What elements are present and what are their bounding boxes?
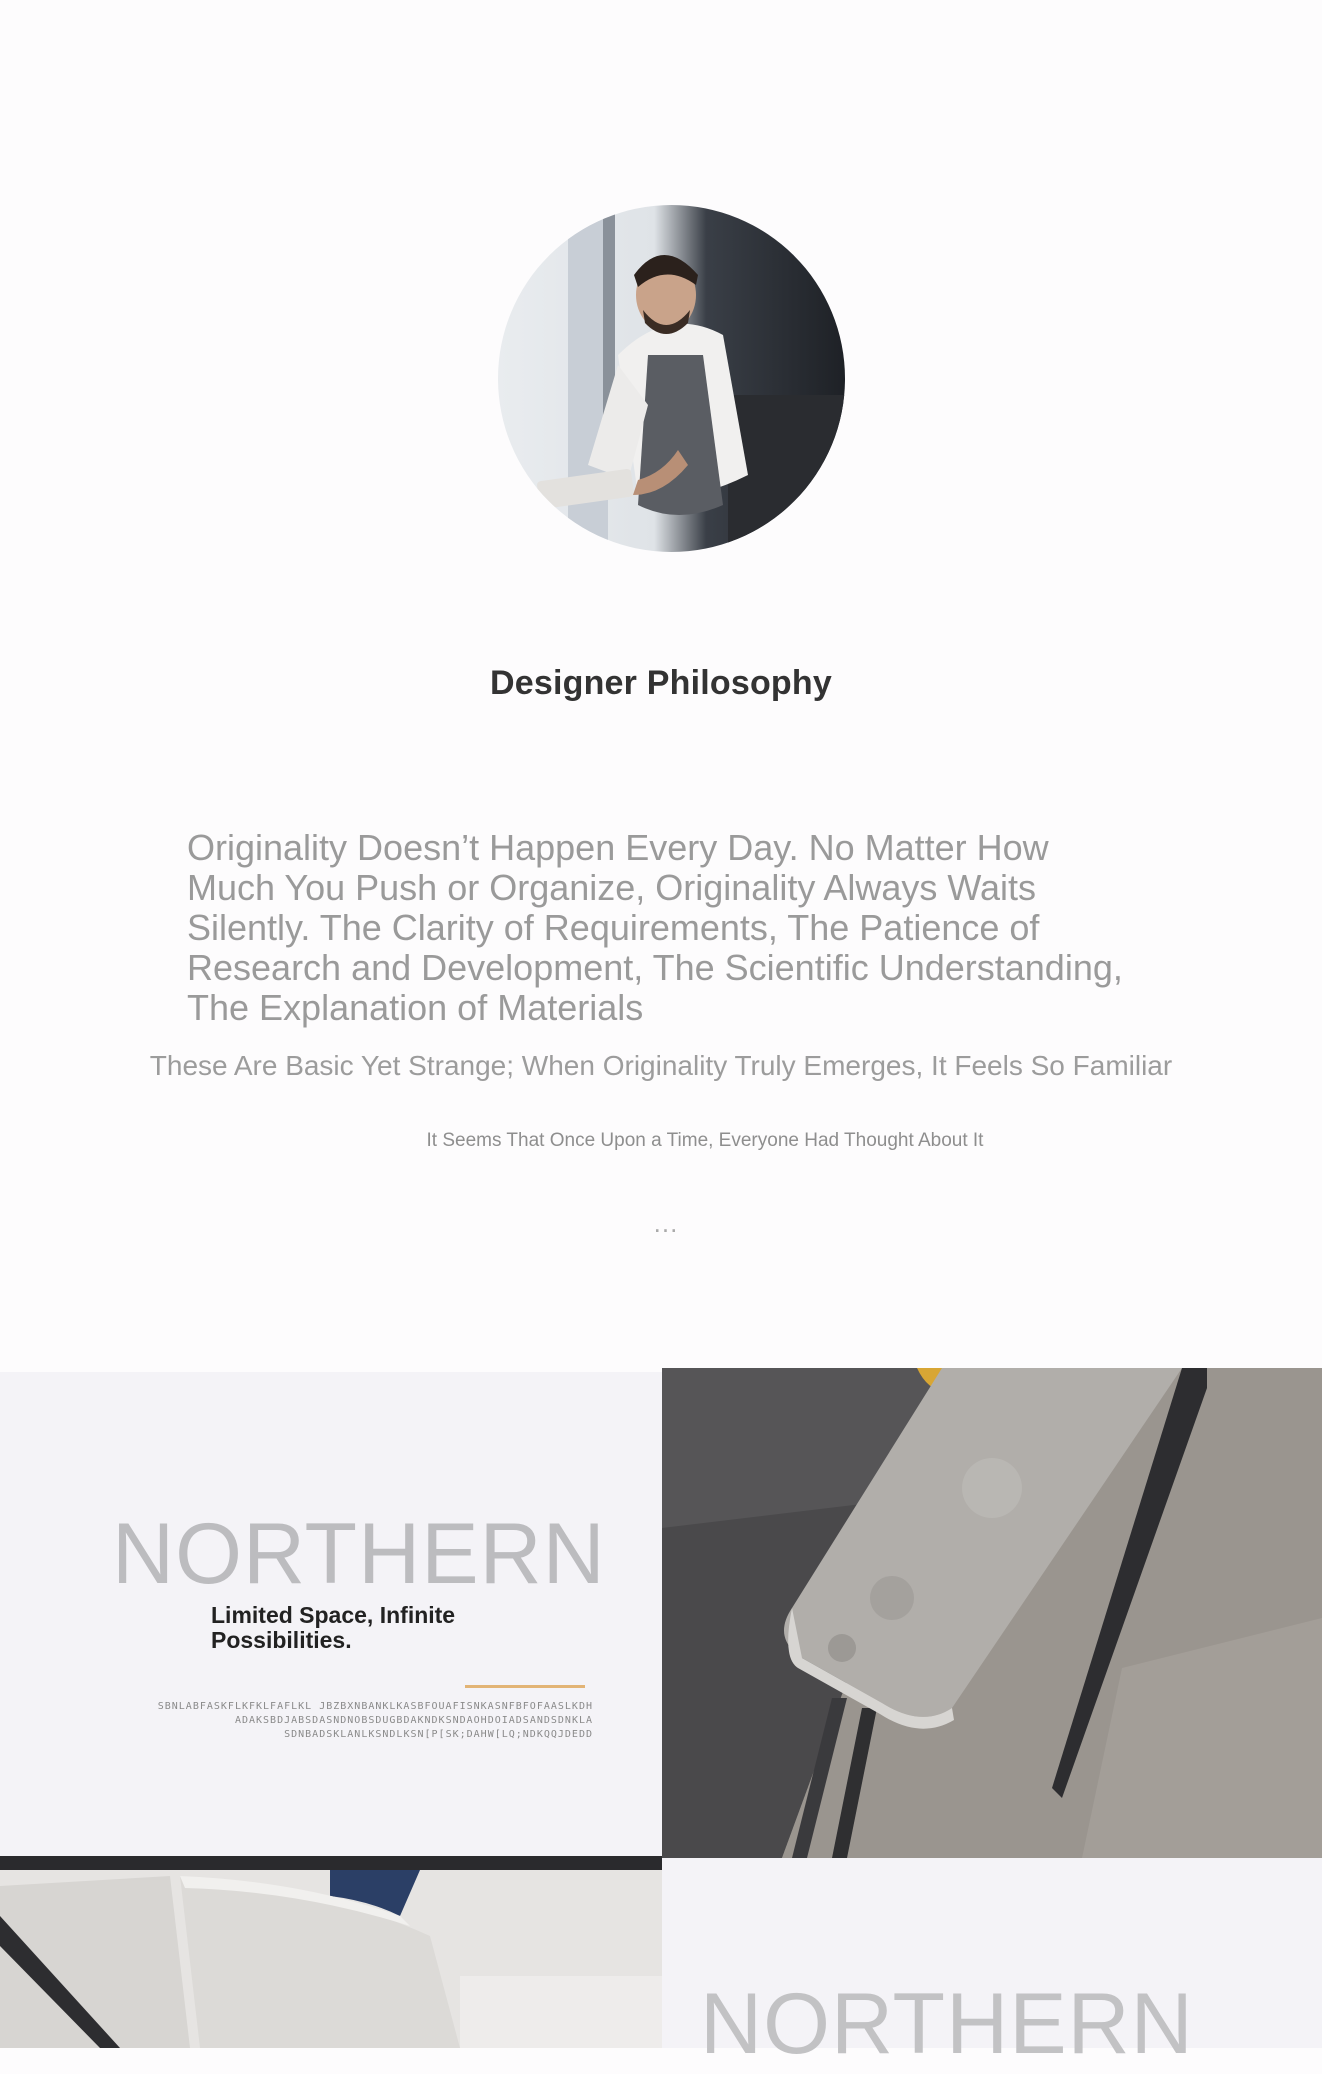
section-heading: Designer Philosophy bbox=[490, 664, 832, 702]
philosophy-footnote: It Seems That Once Upon a Time, Everyone Had Thought About It bbox=[426, 1130, 984, 1151]
designer-portrait bbox=[498, 205, 845, 552]
sofa-cushion-photo-icon bbox=[0, 1856, 662, 2048]
code-line: ADAKSBDJABSDASNDNOBSDUGBDAKNDKSNDAOHDOIADSANDSDNKLA bbox=[234, 1715, 593, 1726]
designer-portrait-photo-icon bbox=[498, 205, 845, 552]
philosophy-subquote: These Are Basic Yet Strange; When Originality Truly Emerges, It Feels So Familiar bbox=[149, 1050, 1173, 1081]
code-line: SBNLABFASKFLKFKLFAFLKL JBZBXNBANKLKASBFOUAFISNKASNFBFOFAASLKDH bbox=[157, 1701, 593, 1712]
philosophy-quote: Originality Doesn’t Happen Every Day. No Matter How Much You Push or Organize, Originality Always Waits Silently. The Clarity of Requirements, The Patience of Research and Development, The Scientific Understanding, The Explanation of Materials bbox=[187, 827, 1123, 1028]
ellipsis: ... bbox=[653, 1208, 679, 1238]
sofa-photo bbox=[0, 1856, 662, 2048]
feature-tagline: Limited Space, Infinite Possibilities. bbox=[211, 1602, 456, 1653]
code-line: SDNBADSKLANLKSNDLKSN[P[SK;DAHW[LQ;NDKQQJDEDD bbox=[284, 1729, 593, 1740]
accent-divider bbox=[465, 1685, 585, 1688]
side-table-photo bbox=[662, 1368, 1322, 1858]
decorative-code-text bbox=[80, 1700, 593, 1742]
brand-wordmark-repeat: NORTHERN bbox=[700, 1976, 1194, 2072]
stone-top-side-table-photo-icon bbox=[662, 1368, 1322, 1858]
brand-wordmark: NORTHERN bbox=[112, 1506, 606, 1602]
